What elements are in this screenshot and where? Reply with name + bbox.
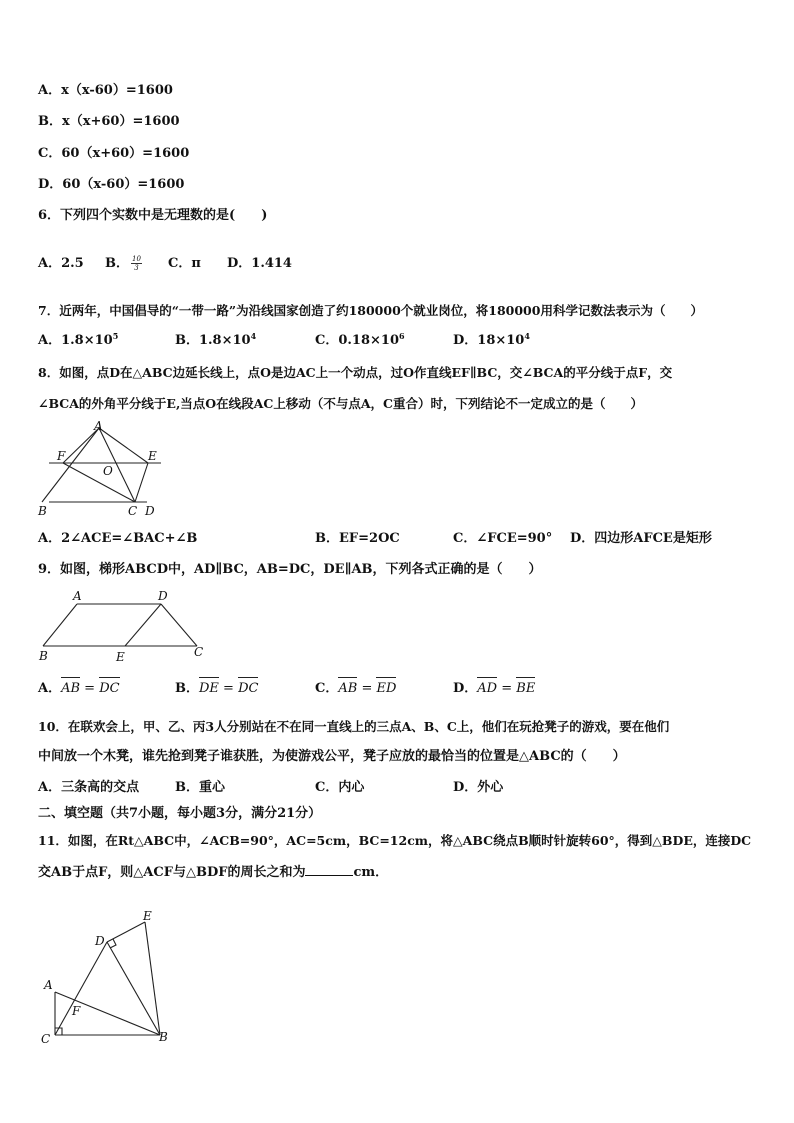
- q9-label-b: B: [39, 649, 48, 663]
- q9-d-vector-right: [516, 680, 535, 698]
- q9-c-prefix: C．: [315, 681, 339, 696]
- q11-label-d: D: [95, 934, 105, 948]
- q11-figure: [35, 905, 185, 1050]
- q11-stem-line1: 11．如图，在Rt△ABC中，∠ACB=90°，AC=5cm，BC=12cm，将△ABC绕点B顺时针旋转60°，得到△BDE，连接DC: [38, 833, 752, 848]
- q7-b-exponent: 4: [250, 331, 257, 341]
- q8-label-f: F: [57, 449, 66, 463]
- q8-label-a: A: [94, 419, 103, 433]
- q8-segment-fc: [63, 463, 135, 502]
- q9-d-equals: =: [497, 681, 517, 696]
- q8-option-d: D．四边形AFCE是矩形: [570, 531, 712, 546]
- q9-c-left-label: AB: [338, 681, 358, 696]
- q9-option-b: [175, 680, 258, 698]
- q9-d-left-label: AD: [477, 681, 498, 696]
- q11-line2-prefix: 交AB于点F，则△ACF与△BDF的周长之和为: [38, 865, 306, 880]
- q9-label-e: E: [116, 650, 125, 664]
- q9-a-left-label: AB: [61, 681, 81, 696]
- q11-label-f: F: [72, 1004, 81, 1018]
- q9-option-c: [315, 680, 396, 698]
- q10-option-d: D．外心: [453, 780, 504, 795]
- q8-label-e: E: [148, 449, 157, 463]
- q7-stem: 7．近两年，中国倡导的“一带一路”为沿线国家创造了约180000个就业岗位，将180000用科学记数法表示为（ ）: [38, 303, 703, 318]
- q6-fraction-numerator: 10: [132, 255, 141, 263]
- q9-stem: 9．如图，梯形ABCD中，AD∥BC，AB=DC，DE∥AB，下列各式正确的是（ ）: [38, 562, 542, 577]
- q6-fraction-denominator: 3: [134, 264, 139, 272]
- q9-segment-de: [125, 604, 161, 646]
- q9-segment-ab: [43, 604, 77, 646]
- q9-label-c: C: [194, 645, 204, 659]
- q11-stem-line2: [38, 863, 388, 882]
- q9-b-prefix: B．: [175, 681, 199, 696]
- q9-label-a: A: [73, 589, 82, 603]
- q9-a-prefix: A．: [38, 681, 62, 696]
- q9-b-left-label: DE: [199, 681, 219, 696]
- q8-stem-line2: ∠BCA的外角平分线于E,当点O在线段AC上移动（不与点A，C重合）时，下列结论不一定成立的是（ ）: [38, 396, 643, 411]
- q8-label-o: O: [103, 464, 113, 478]
- q8-segment-ab: [42, 428, 99, 502]
- q9-d-prefix: D．: [453, 681, 478, 696]
- q11-answer-blank: [305, 863, 353, 876]
- q6-option-d: D．1.414: [227, 256, 292, 271]
- q10-option-a: A．三条高的交点: [38, 780, 140, 795]
- q11-label-c: C: [41, 1032, 51, 1046]
- q9-figure: [37, 588, 212, 666]
- q11-segment-db: [107, 942, 160, 1035]
- q7-d-exponent: 4: [524, 331, 530, 341]
- q9-option-d: [453, 680, 535, 698]
- q8-segment-af: [63, 428, 99, 463]
- q11-label-b: B: [159, 1030, 168, 1044]
- q7-c-exponent: 6: [399, 331, 405, 341]
- q5-option-a: A．x（x-60）=1600: [38, 83, 173, 98]
- q7-c-base: C．0.18×10: [315, 333, 399, 348]
- q11-segment-dc: [55, 942, 107, 1035]
- q9-a-vector-left: [61, 680, 80, 698]
- q6-option-a: A．2.5: [38, 256, 84, 271]
- q9-d-vector-left: [477, 680, 497, 698]
- q10-stem-line1: 10．在联欢会上，甲、乙、丙3人分别站在不在同一直线上的三点A、B、C上，他们在玩抢凳子的游戏，要在他们: [38, 719, 670, 734]
- q11-segment-ab: [55, 992, 160, 1035]
- q11-label-a: A: [44, 978, 53, 992]
- q9-b-vector-right: [238, 680, 258, 698]
- q6-fraction: [131, 255, 142, 272]
- q7-b-base: B．1.8×10: [175, 333, 251, 348]
- q10-option-c: C．内心: [315, 780, 365, 795]
- q9-c-right-label: ED: [376, 681, 397, 696]
- q6-option-b: [105, 255, 142, 273]
- q7-option-c: [315, 332, 405, 350]
- q9-c-vector-left: [338, 680, 357, 698]
- q9-a-right-label: DC: [99, 681, 120, 696]
- q9-b-equals: =: [218, 681, 239, 696]
- q9-b-right-label: DC: [238, 681, 259, 696]
- q8-figure: [35, 420, 170, 522]
- q10-option-b: B．重心: [175, 780, 225, 795]
- q7-a-exponent: 5: [112, 331, 119, 341]
- q8-option-c: C．∠FCE=90°: [453, 531, 553, 546]
- q7-a-base: A．1.8×10: [38, 333, 113, 348]
- q7-option-b: [175, 332, 256, 350]
- q10-stem-line2: 中间放一个木凳，谁先抢到凳子谁获胜，为使游戏公平，凳子应放的最恰当的位置是△ABC的（ ）: [38, 749, 626, 764]
- q7-option-d: [453, 332, 530, 350]
- q5-option-c: C．60（x+60）=1600: [38, 146, 190, 161]
- q8-label-b: B: [38, 504, 47, 518]
- q9-a-vector-right: [99, 680, 119, 698]
- q5-option-b: B．x（x+60）=1600: [38, 114, 180, 129]
- q7-d-base: D．18×10: [453, 333, 525, 348]
- q11-line2-suffix: cm．: [353, 865, 389, 880]
- q8-option-a: A．2∠ACE=∠BAC+∠B: [38, 531, 198, 546]
- q8-label-c: C: [128, 504, 138, 518]
- q6-stem: 6．下列四个实数中是无理数的是( ): [38, 208, 268, 223]
- q8-option-b: B．EF=2OC: [315, 531, 400, 546]
- q9-c-vector-right: [376, 680, 396, 698]
- q9-label-d: D: [158, 589, 168, 603]
- section-heading: 二、填空题（共7小题，每小题3分，满分21分）: [38, 806, 322, 821]
- q9-option-a: [38, 680, 120, 698]
- q5-option-d: D．60（x-60）=1600: [38, 177, 185, 192]
- q6-option-b-prefix: B．: [105, 256, 129, 271]
- q6-option-c: C．π: [168, 256, 201, 271]
- q9-a-equals: =: [80, 681, 100, 696]
- q9-d-right-label: BE: [516, 681, 536, 696]
- q8-segment-ae: [99, 428, 148, 463]
- q8-stem-line1: 8．如图，点D在△ABC边延长线上，点O是边AC上一个动点，过O作直线EF∥BC，交∠BCA的平分线于点F，交: [38, 365, 673, 380]
- q9-segment-dc: [161, 604, 197, 646]
- q7-option-a: [38, 332, 118, 350]
- q8-segment-ec: [135, 463, 148, 502]
- q11-segment-de: [107, 922, 145, 942]
- q9-c-equals: =: [357, 681, 377, 696]
- q11-segment-eb: [145, 922, 160, 1035]
- q9-b-vector-left: [199, 680, 219, 698]
- q11-label-e: E: [143, 909, 152, 923]
- q8-label-d: D: [145, 504, 155, 518]
